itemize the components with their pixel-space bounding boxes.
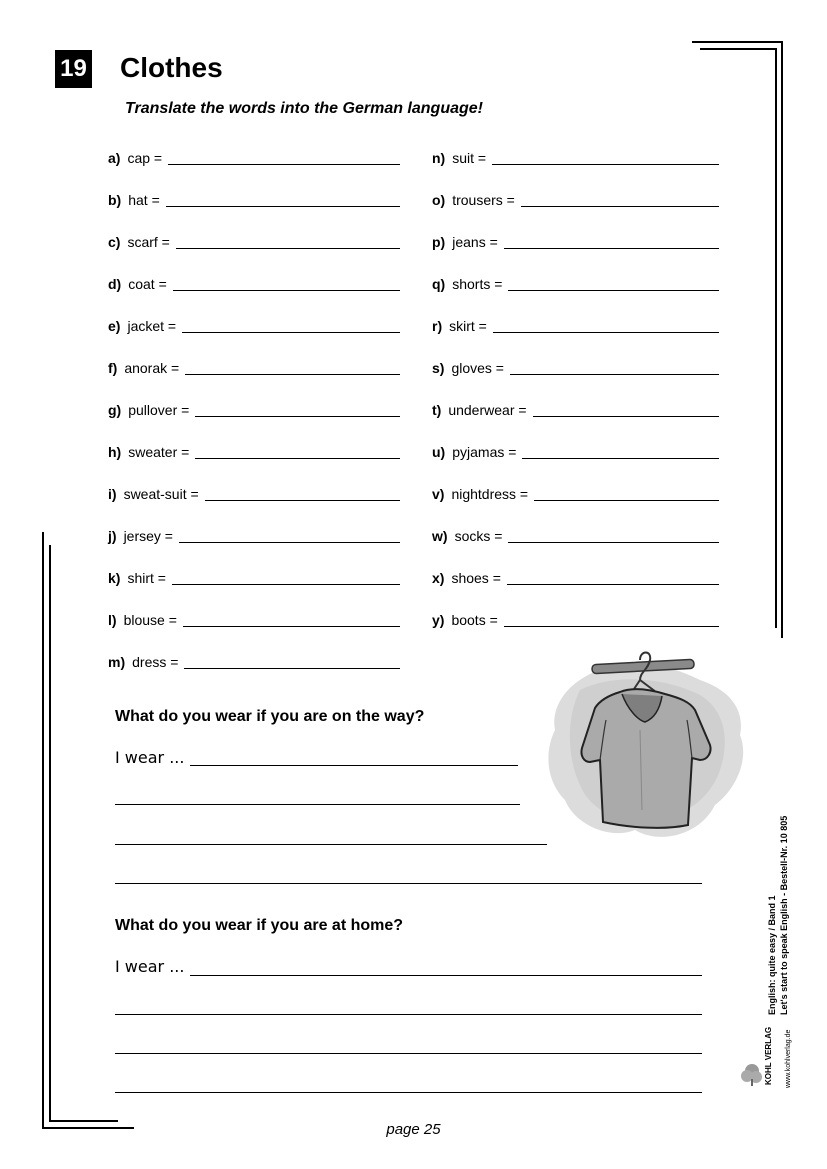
vocab-item: u) pyjamas =: [432, 436, 719, 460]
answer-line[interactable]: [176, 247, 400, 249]
vocab-item: h) sweater =: [108, 436, 400, 460]
answer-line[interactable]: [205, 499, 400, 501]
answer-line[interactable]: [492, 163, 719, 165]
publisher-url: www.kohlverlag.de: [785, 1029, 792, 1088]
vocab-item: b) hat =: [108, 184, 400, 208]
publisher-line-1: English: quite easy / Band 1: [767, 895, 777, 1015]
vocab-item: p) jeans =: [432, 226, 719, 250]
vocab-item: s) gloves =: [432, 352, 719, 376]
frame-top-right-outer: [692, 41, 783, 43]
answer-line[interactable]: [493, 331, 719, 333]
frame-top-right-inner-v: [775, 48, 777, 628]
vocab-item: v) nightdress =: [432, 478, 719, 502]
answer-line[interactable]: [184, 667, 400, 669]
vocab-item: g) pullover =: [108, 394, 400, 418]
vocab-item: e) jacket =: [108, 310, 400, 334]
publisher-logo-icon: [740, 1062, 764, 1088]
answer-line[interactable]: [195, 415, 400, 417]
answer-line[interactable]: [185, 373, 400, 375]
answer-line[interactable]: [508, 289, 719, 291]
publisher-logo-text: KOHL VERLAG: [764, 1026, 773, 1085]
answer-line[interactable]: [179, 541, 400, 543]
page-title: Clothes: [120, 52, 223, 83]
answer-line[interactable]: [533, 415, 719, 417]
answer-start-on-the-way: I wear ...: [115, 748, 185, 767]
publisher-line-2: Let's start to speak English - Bestell-Nr. 10 805: [779, 815, 789, 1015]
vocab-item: t) underwear =: [432, 394, 719, 418]
answer-line[interactable]: [195, 457, 400, 459]
answer-line[interactable]: [166, 205, 400, 207]
answer-line[interactable]: [115, 804, 520, 805]
answer-line[interactable]: [504, 625, 719, 627]
answer-line[interactable]: [508, 541, 719, 543]
answer-line[interactable]: [504, 247, 719, 249]
answer-line[interactable]: [182, 331, 400, 333]
page-number: page 25: [386, 1121, 441, 1138]
vocab-item: o) trousers =: [432, 184, 719, 208]
answer-line[interactable]: [521, 205, 719, 207]
frame-top-right-inner: [700, 48, 776, 50]
vocab-item: q) shorts =: [432, 268, 719, 292]
answer-line[interactable]: [534, 499, 719, 501]
answer-line[interactable]: [190, 765, 518, 766]
answer-line[interactable]: [522, 457, 719, 459]
vocab-item: c) scarf =: [108, 226, 400, 250]
frame-bottom-left-outer-v: [42, 532, 44, 1129]
shirt-on-hanger-icon: [540, 650, 755, 850]
vocab-item: w) socks =: [432, 520, 719, 544]
answer-start-at-home: I wear ...: [115, 957, 185, 976]
answer-line[interactable]: [168, 163, 400, 165]
answer-line[interactable]: [115, 844, 547, 845]
answer-line[interactable]: [190, 975, 702, 976]
vocab-item: j) jersey =: [108, 520, 400, 544]
vocab-item: l) blouse =: [108, 604, 400, 628]
answer-line[interactable]: [173, 289, 400, 291]
answer-line[interactable]: [510, 373, 719, 375]
answer-line[interactable]: [115, 1053, 702, 1054]
vocab-item: k) shirt =: [108, 562, 400, 586]
vocab-item: r) skirt =: [432, 310, 719, 334]
answer-line[interactable]: [183, 625, 400, 627]
worksheet-number: 19: [55, 50, 92, 88]
vocab-item: d) coat =: [108, 268, 400, 292]
answer-line[interactable]: [507, 583, 719, 585]
answer-line[interactable]: [115, 1092, 702, 1093]
answer-line[interactable]: [115, 1014, 702, 1015]
frame-bottom-left-inner-v: [49, 545, 51, 1122]
vocab-item: y) boots =: [432, 604, 719, 628]
vocab-item: x) shoes =: [432, 562, 719, 586]
instruction: Translate the words into the German language!: [125, 100, 483, 117]
vocab-item: a) cap =: [108, 142, 400, 166]
frame-top-right-outer-v: [781, 41, 783, 638]
answer-line[interactable]: [115, 883, 702, 884]
vocab-item: m) dress =: [108, 646, 400, 670]
answer-line[interactable]: [172, 583, 400, 585]
question-on-the-way: What do you wear if you are on the way?: [115, 708, 425, 725]
question-at-home: What do you wear if you are at home?: [115, 917, 404, 934]
vocab-item: i) sweat-suit =: [108, 478, 400, 502]
vocab-item: f) anorak =: [108, 352, 400, 376]
vocab-item: n) suit =: [432, 142, 719, 166]
